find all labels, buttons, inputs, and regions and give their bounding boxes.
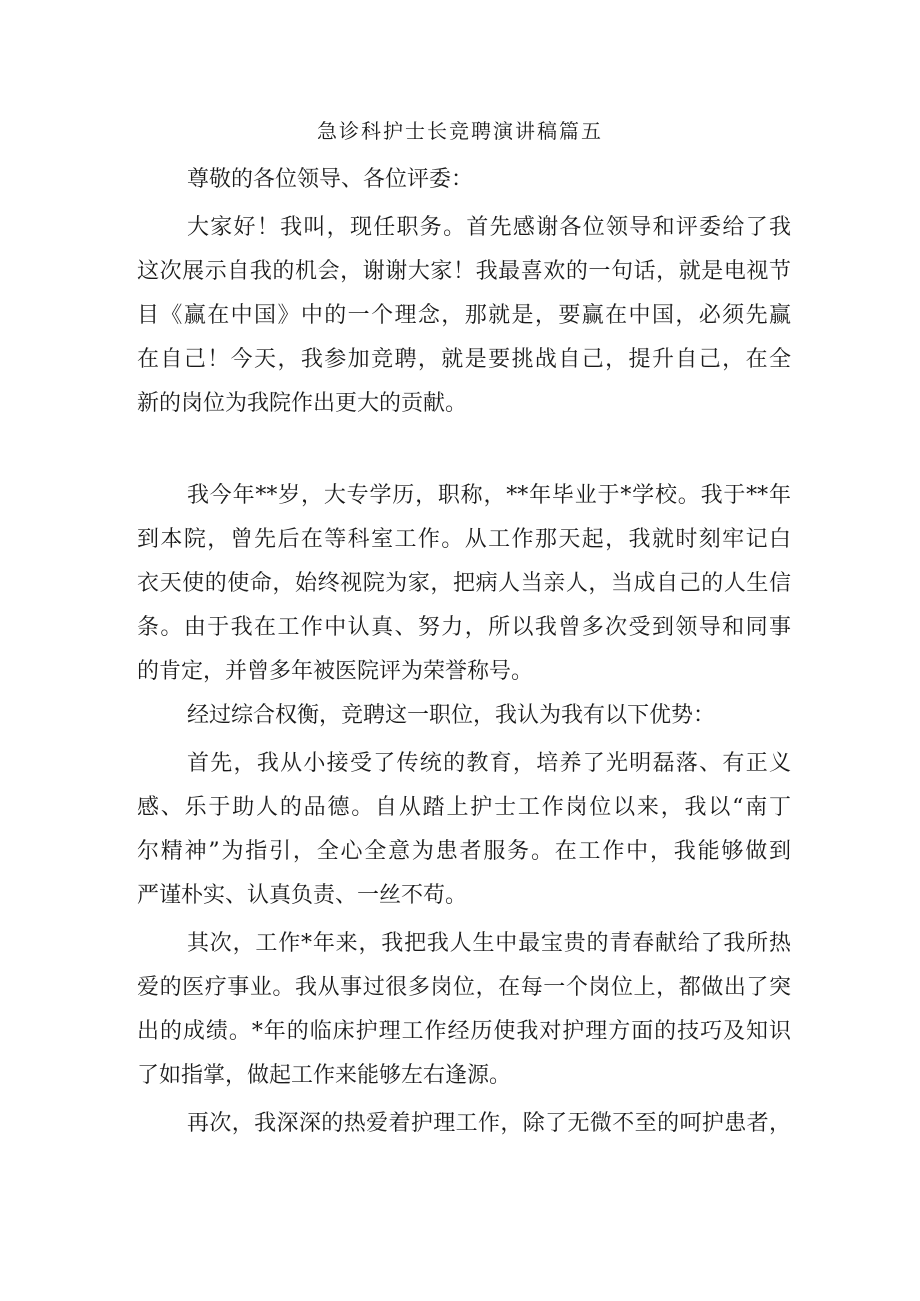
paragraph-line: 新的岗位为我院作出更大的贡献。 bbox=[137, 391, 468, 416]
paragraph-line: 出的成绩。*年的临床护理工作经历使我对护理方面的技巧及知识 bbox=[137, 1019, 791, 1044]
document-title: 急诊科护士长竞聘演讲稿篇五 bbox=[317, 119, 603, 143]
paragraph-line: 这次展示自我的机会，谢谢大家！我最喜欢的一句话，就是电视节 bbox=[137, 259, 791, 284]
paragraph-line: 目《赢在中国》中的一个理念，那就是，要赢在中国，必须先赢 bbox=[137, 303, 791, 328]
paragraph-line: 其次，工作*年来，我把我人生中最宝贵的青春献给了我所热 bbox=[187, 931, 791, 956]
paragraph-line: 在自己！今天，我参加竞聘，就是要挑战自己，提升自己，在全 bbox=[137, 347, 791, 372]
paragraph-line: 经过综合权衡，竞聘这一职位，我认为我有以下优势： bbox=[187, 703, 716, 728]
salutation: 尊敬的各位领导、各位评委： bbox=[187, 167, 474, 192]
paragraph-line: 严谨朴实、认真负责、一丝不苟。 bbox=[137, 883, 468, 908]
paragraph-line: 爱的医疗事业。我从事过很多岗位，在每一个岗位上，都做出了突 bbox=[137, 975, 791, 1000]
paragraph-line: 我今年**岁，大专学历，职称，**年毕业于*学校。我于**年 bbox=[187, 483, 791, 508]
paragraph-line: 感、乐于助人的品德。自从踏上护士工作岗位以来，我以“南丁 bbox=[137, 795, 791, 820]
paragraph-line: 首先，我从小接受了传统的教育，培养了光明磊落、有正义 bbox=[187, 751, 791, 776]
paragraph-line: 条。由于我在工作中认真、努力，所以我曾多次受到领导和同事 bbox=[137, 615, 791, 640]
paragraph-line: 到本院，曾先后在等科室工作。从工作那天起，我就时刻牢记白 bbox=[137, 527, 791, 552]
paragraph-line: 衣天使的使命，始终视院为家，把病人当亲人，当成自己的人生信 bbox=[137, 571, 791, 596]
paragraph-line: 再次，我深深的热爱着护理工作，除了无微不至的呵护患者， bbox=[187, 1111, 791, 1136]
paragraph-line: 了如指掌，做起工作来能够左右逢源。 bbox=[137, 1063, 512, 1088]
paragraph-line: 的肯定，并曾多年被医院评为荣誉称号。 bbox=[137, 659, 534, 684]
paragraph-line: 尔精神”为指引，全心全意为患者服务。在工作中，我能够做到 bbox=[137, 839, 791, 864]
paragraph-line: 大家好！我叫，现任职务。首先感谢各位领导和评委给了我 bbox=[187, 215, 791, 240]
